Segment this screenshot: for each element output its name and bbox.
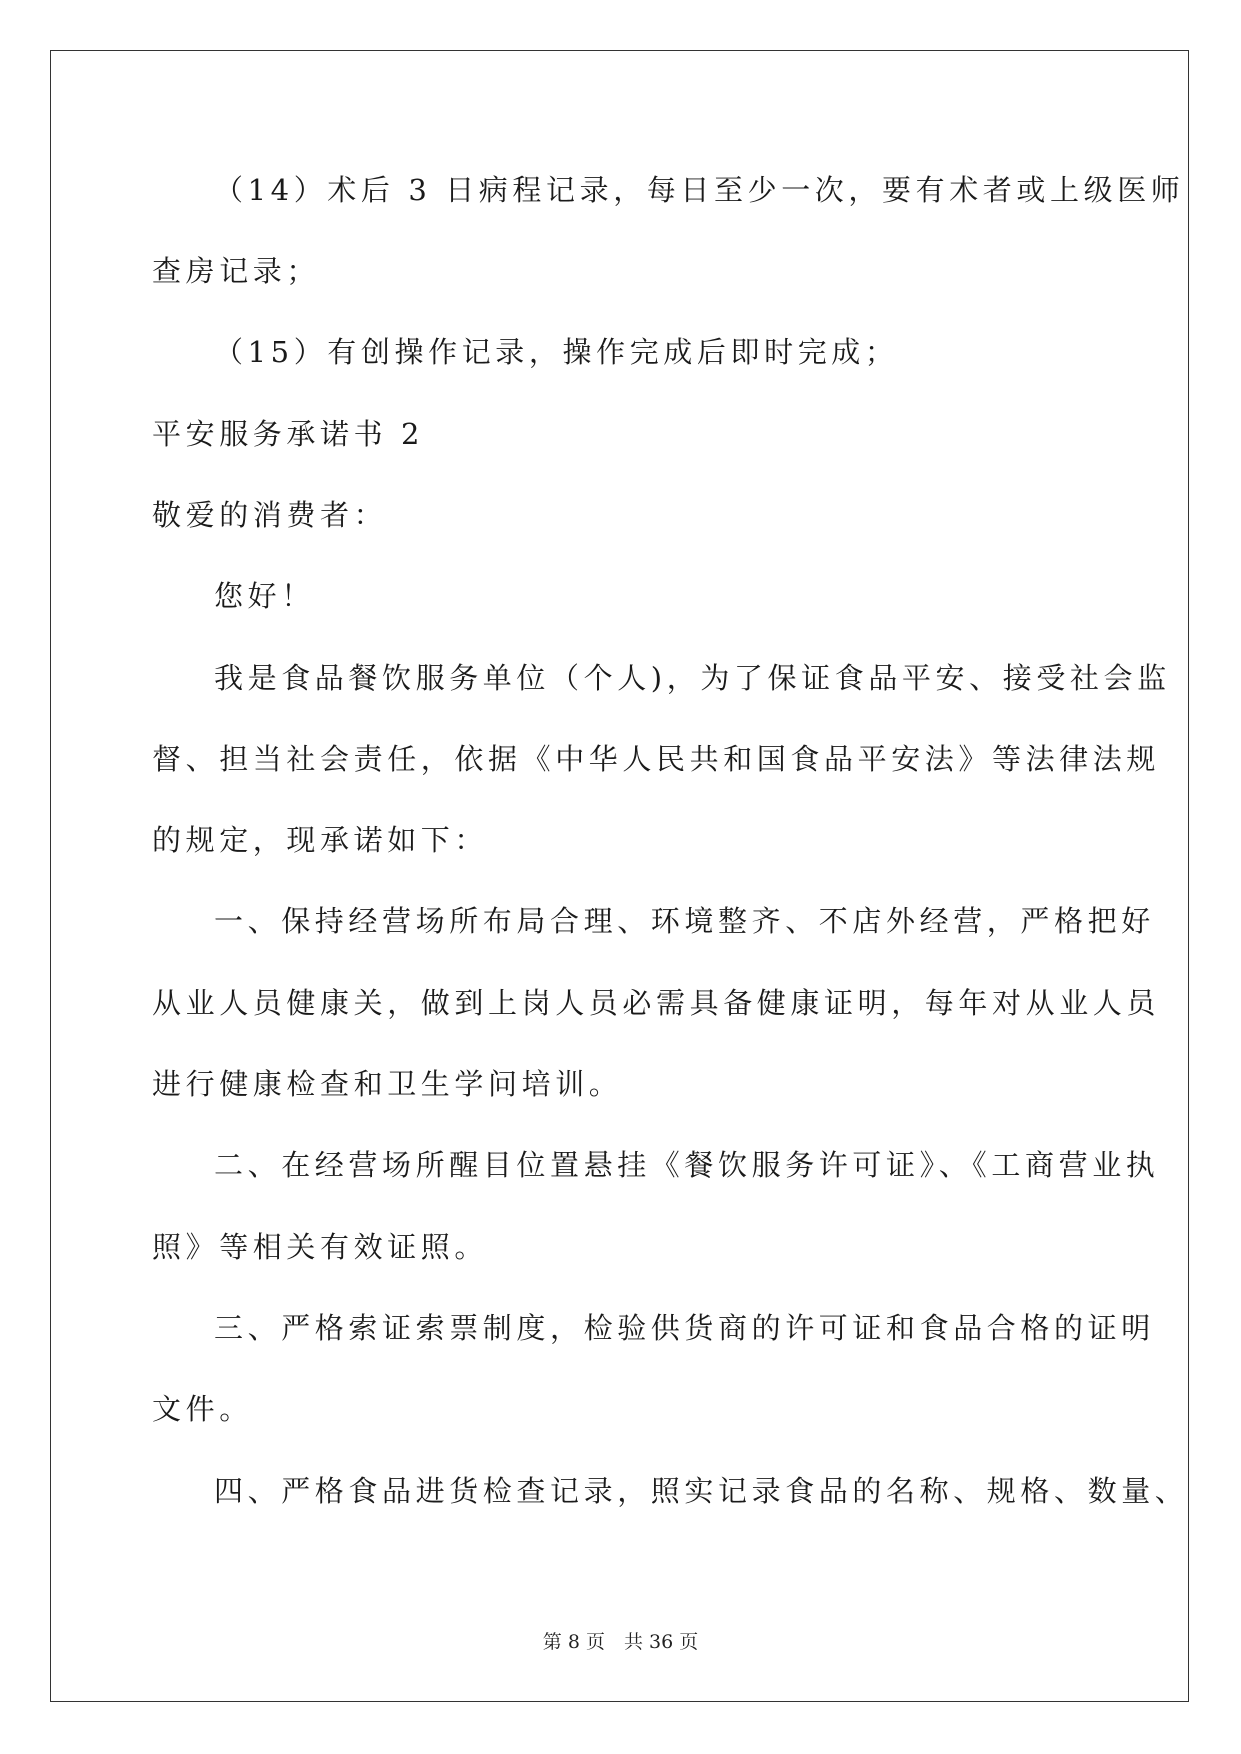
- paragraph-line: 督、担当社会责任，依据《中华人民共和国食品平安法》等法律法规: [152, 742, 1161, 776]
- paragraph-line: 文件。: [152, 1392, 253, 1426]
- page-footer: [0, 1630, 1241, 1654]
- section-heading: 平安服务承诺书 2: [152, 417, 425, 451]
- paragraph-line: 三、严格索证索票制度，检验供货商的许可证和食品合格的证明: [214, 1311, 1155, 1345]
- paragraph-line: 进行健康检查和卫生学问培训。: [152, 1067, 623, 1101]
- paragraph-line: 我是食品餐饮服务单位（个人)，为了保证食品平安、接受社会监: [214, 661, 1171, 695]
- page-border: [50, 50, 1189, 1702]
- page-number-label: 第 8 页 共 36 页: [542, 1631, 699, 1653]
- paragraph-line: 的规定，现承诺如下：: [152, 823, 489, 857]
- paragraph-line: 查房记录；: [152, 254, 321, 288]
- paragraph-line: （15）有创操作记录，操作完成后即时完成；: [214, 335, 899, 369]
- paragraph-line: （14）术后 3 日病程记录，每日至少一次，要有术者或上级医师: [214, 173, 1185, 207]
- paragraph-line: 照》等相关有效证照。: [152, 1230, 489, 1264]
- paragraph-line: 从业人员健康关，做到上岗人员必需具备健康证明，每年对从业人员: [152, 986, 1161, 1020]
- paragraph-line: 四、严格食品进货检查记录，照实记录食品的名称、规格、数量、: [214, 1474, 1189, 1508]
- greeting: 您好！: [214, 579, 315, 613]
- paragraph-line: 二、在经营场所醒目位置悬挂《餐饮服务许可证》、《工商营业执: [214, 1148, 1160, 1182]
- salutation: 敬爱的消费者：: [152, 498, 388, 532]
- paragraph-line: 一、保持经营场所布局合理、环境整齐、不店外经营，严格把好: [214, 904, 1155, 938]
